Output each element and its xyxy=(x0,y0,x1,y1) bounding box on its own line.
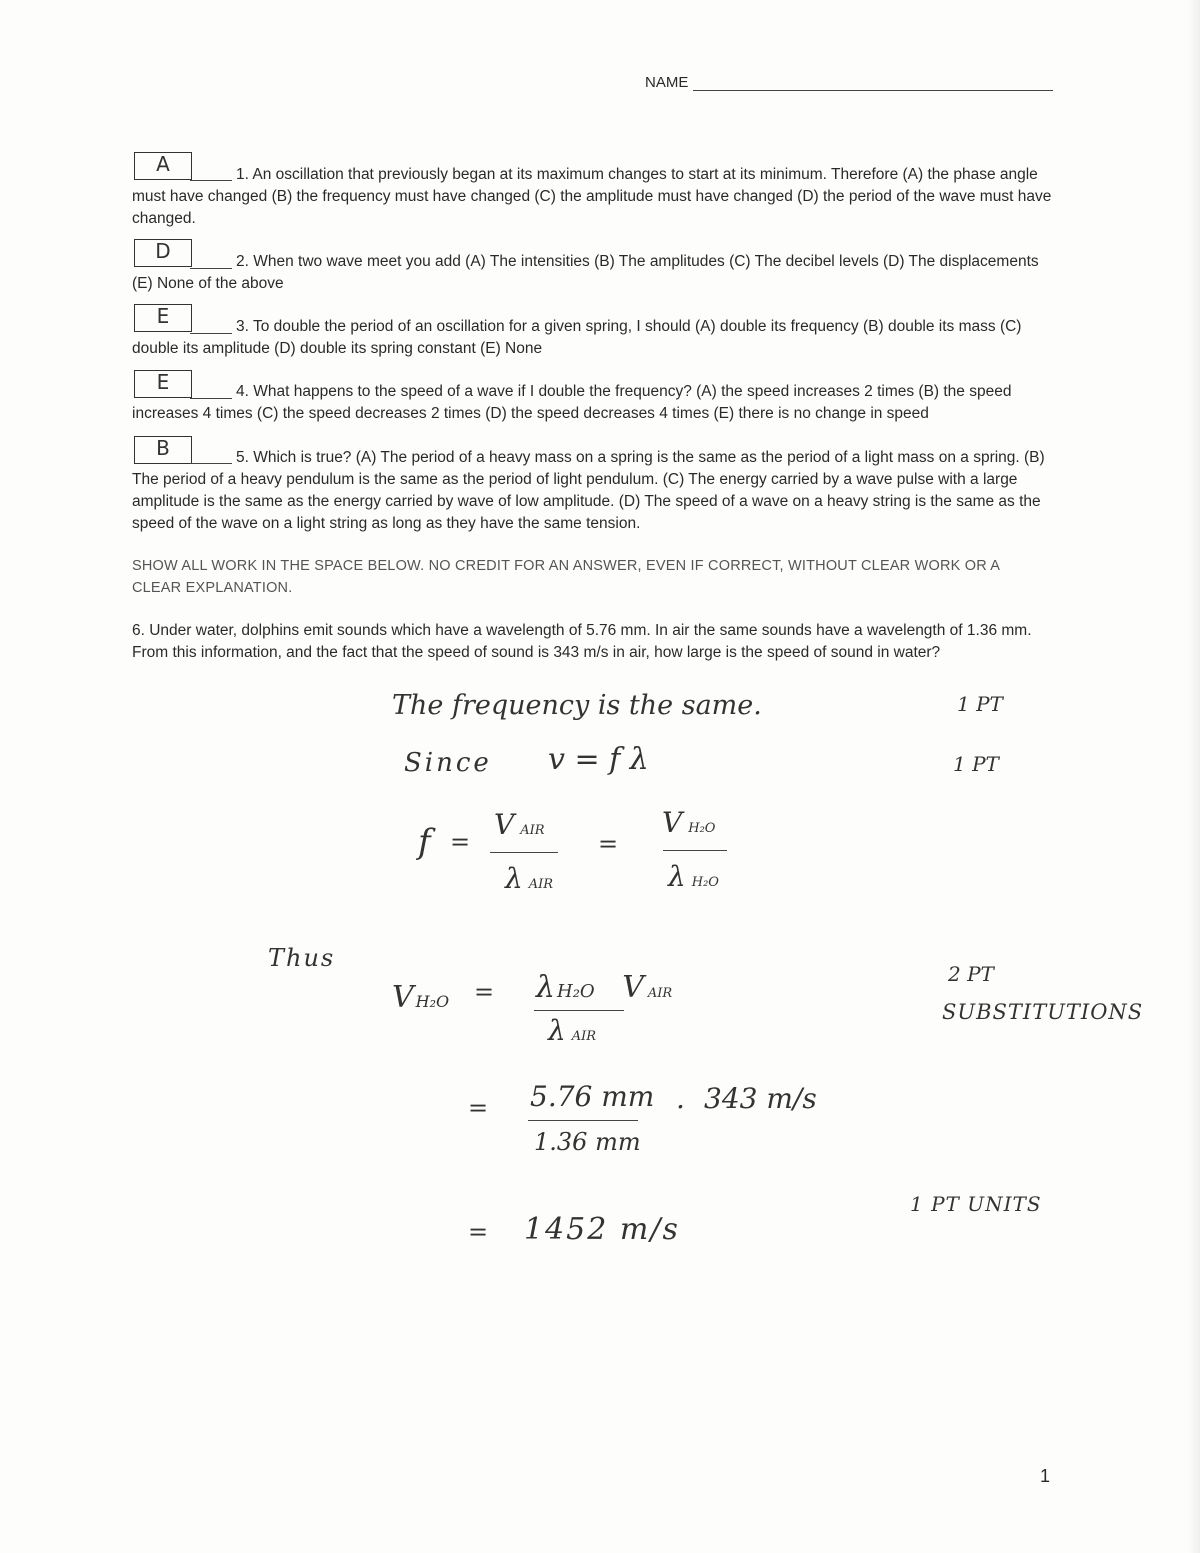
work-equals-1: = xyxy=(450,828,471,856)
work-wave-equation: v = f λ xyxy=(548,742,649,777)
answer-letter-3: E xyxy=(156,304,170,328)
question-2 xyxy=(132,251,1052,295)
speed-air-value: 343 m/s xyxy=(704,1082,817,1115)
answer-letter-5: B xyxy=(156,436,170,460)
frac3-v-sub: AIR xyxy=(647,986,673,1001)
question-2-text: 2. When two wave meet you add (A) The intensities (B) The amplitudes (C) The decibel levels (D) The displacements (E) None of the above xyxy=(132,253,1039,292)
vh2o-lhs xyxy=(392,980,449,1015)
frac3-lambda-sub: H₂O xyxy=(557,981,595,1002)
question-5 xyxy=(132,447,1052,535)
answer-letter-4: E xyxy=(156,370,170,394)
question-3 xyxy=(132,316,1052,360)
frac1-denominator xyxy=(505,862,553,895)
work-since: Since xyxy=(404,748,492,778)
frac3-den-sub: AIR xyxy=(571,1029,597,1044)
name-line xyxy=(693,90,1053,91)
frac2-lambda-sub: H₂O xyxy=(691,875,719,890)
frac2-lambda: λ xyxy=(668,860,686,893)
frac3-denominator xyxy=(548,1014,596,1047)
frac1-v: V xyxy=(494,808,515,841)
instructions: SHOW ALL WORK IN THE SPACE BELOW. NO CREDIT FOR AN ANSWER, EVEN IF CORRECT, WITHOUT CLEAR WORK OR A CLEAR EXPLANATION. xyxy=(132,558,1000,596)
frac2-bar xyxy=(663,850,727,851)
frac1-lambda-sub: AIR xyxy=(528,877,554,892)
work-equals-3: = xyxy=(474,978,495,1006)
question-4 xyxy=(132,381,1052,425)
page-number: 1 xyxy=(1040,1466,1051,1486)
work-thus: Thus xyxy=(268,944,336,972)
answer-letter-1: A xyxy=(156,152,170,176)
frac3-bar xyxy=(534,1010,624,1011)
name-label: NAME xyxy=(645,74,689,91)
question-3-text: 3. To double the period of an oscillation for a given spring, I should (A) double its frequency (B) double its mass (C) double its amplitude (D) double its spring constant (E) None xyxy=(132,318,1022,357)
substitutions-note: SUBSTITUTIONS xyxy=(942,1000,1144,1024)
frac1-bar xyxy=(490,852,558,853)
frac1-v-sub: AIR xyxy=(520,823,545,838)
points-4: 1 PT UNITS xyxy=(910,1192,1042,1216)
scan-edge xyxy=(1188,0,1200,1553)
work-equals-5: = xyxy=(468,1218,489,1246)
points-2: 1 PT xyxy=(953,752,999,776)
times-dot: . xyxy=(676,1082,685,1115)
work-line-frequency-same: The frequency is the same. xyxy=(392,690,762,721)
den-value: 1.36 mm xyxy=(534,1128,641,1156)
points-1: 1 PT xyxy=(957,692,1003,716)
frac2-v: V xyxy=(662,806,683,839)
frac3-den-lambda: λ xyxy=(548,1014,566,1047)
work-f: f xyxy=(418,822,431,862)
question-1-text: 1. An oscillation that previously began at its maximum changes to start at its minimum. Therefore (A) the phase angle must have changed (B) the frequency must have changed (C) the amplitude must have changed (D) the period of the wave must have changed. xyxy=(132,166,1052,227)
frac2-v-sub: H₂O xyxy=(688,821,716,836)
frac3-lambda: λ xyxy=(536,970,556,1005)
question-4-text: 4. What happens to the speed of a wave if I double the frequency? (A) the speed increases 2 times (B) the speed increases 4 times (C) the speed decreases 2 times (D) the speed decreases 4 times (E) there is no change in speed xyxy=(132,383,1012,422)
question-5-text: 5. Which is true? (A) The period of a heavy mass on a spring is the same as the period of a light mass on a spring. (B) The period of a heavy pendulum is the same as the period of light pendulum. (C) The energy carried by a wave pulse with a large amplitude is the same as the energy carried by wave of low amplitude. (D) The speed of a wave on a heavy string is the same as the speed of the wave on a light string as long as they have the same tension. xyxy=(132,449,1045,532)
frac2-denominator xyxy=(668,860,719,893)
frac2-numerator xyxy=(662,806,715,839)
num-value: 5.76 mm xyxy=(530,1080,655,1113)
work-equals-4: = xyxy=(468,1094,489,1122)
answer-letter-2: D xyxy=(155,239,171,263)
vh2o-lhs-v: V xyxy=(392,980,414,1015)
question-6: 6. Under water, dolphins emit sounds which have a wavelength of 5.76 mm. In air the same sounds have a wavelength of 1.36 mm. From this information, and the fact that the speed of sound is 343 m/s in air, how large is the speed of sound in water? xyxy=(132,622,1032,661)
frac1-lambda: λ xyxy=(505,862,523,895)
frac3-v: V xyxy=(622,970,644,1005)
work-equals-2: = xyxy=(598,830,619,858)
frac3-numerator xyxy=(536,970,672,1005)
points-3: 2 PT xyxy=(948,962,994,986)
frac4-bar xyxy=(528,1120,638,1121)
frac1-numerator xyxy=(494,808,545,841)
question-1 xyxy=(132,164,1052,230)
result-value: 1452 m/s xyxy=(524,1212,680,1247)
vh2o-lhs-sub: H₂O xyxy=(415,992,450,1011)
